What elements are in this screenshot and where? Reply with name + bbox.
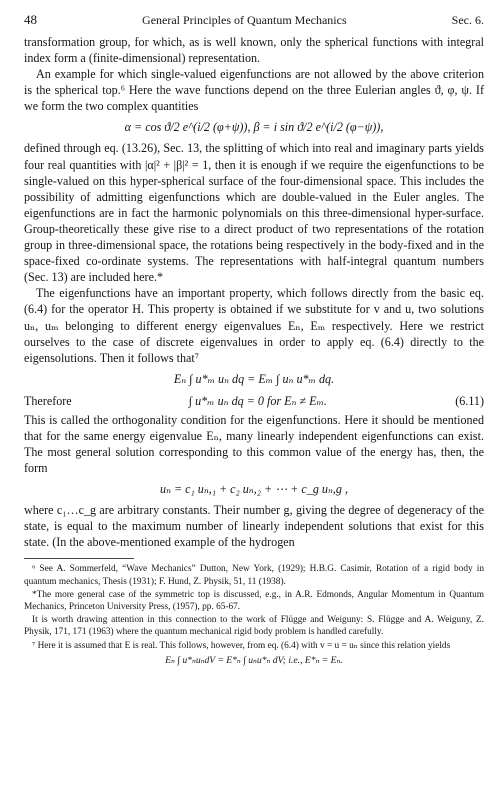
paragraph-5: This is called the orthogonality condition for the eigenfunctions. Here it should be mentioned that for the same energy eigenvalue Eₙ, many linearly independent eigenfunctions can exist. The most general solution corresponding to this common value of the energy has, then, the form [24, 412, 484, 476]
equation-orthogonality: ∫ u*ₘ uₙ dq = 0 for Eₙ ≠ Eₘ. [188, 393, 327, 408]
running-title: General Principles of Quantum Mechanics [142, 13, 347, 27]
equation-orthogonality-row [24, 392, 484, 410]
equation-energy: Eₙ ∫ u*ₘ uₙ dq = Eₘ ∫ uₙ u*ₘ dq. [173, 371, 335, 386]
footnote-7: ⁷ Here it is assumed that E is real. This follows, however, from eq. (6.4) with v = u = uₙ since this relation yields [32, 640, 451, 651]
running-header [24, 12, 484, 34]
equation-alpha-beta: α = cos ϑ/2 e^(i/2 (φ+ψ)), β = i sin ϑ/2 e^(i/2 (φ−ψ)), [124, 120, 384, 135]
page-number: 48 [24, 12, 37, 27]
paragraph-6: where c₁…c_g are arbitrary constants. Their number g, giving the degree of degeneracy of the state, is equal to the maximum number of linearly independent solutions that exist for this state. (In the above-mentioned example of the hydrogen [24, 503, 484, 550]
paragraph-3: defined through eq. (13.26), Sec. 13, the splitting of which into real and imaginary parts yields four real quantities with |α|² + |β|² = 1, then it is enough if we require the eigenfunctions to be single-valued on this hyper-spherical surface of the four-dimensional space. This includes the possibility of admitting eigenfunctions which are double-valued in the Euler angles. The eigenfunctions are in fact the harmonic polynomials on this three-dimensional hyper-surface. Group-theoretically these give rise to a direct product of two representations of the rotation group in three-dimensional space, the rotations being respectively in the body-fixed and in the space-fixed co-ordinate systems. The representations with half-integral quantum numbers (Sec. 13) are included here.* [24, 141, 484, 285]
footnote-rule [24, 558, 134, 559]
paragraph-4: The eigenfunctions have an important property, which follows directly from the basic eq. (6.4) for the operator H. This property is obtained if we substitute for v and u, two solutions uₙ, uₘ belonging to different energy eigenvalues Eₙ, Eₘ respectively. Here we restrict ourselves to the case of discrete eigenvalues in order to apply eq. (6.4) directly to the eigensolutions. Then it follows that⁷ [24, 286, 484, 365]
therefore-label: Therefore [24, 393, 72, 408]
paragraph-2: An example for which single-valued eigenfunctions are not allowed by the above criterion is the spherical top.⁶ Here the wave functions depend on the three Eulerian angles ϑ, φ, ψ. If we form the two complex quantities [24, 67, 484, 114]
paragraph-1: transformation group, for which, as is well known, only the spherical functions with integral index form a (finite-dimensional) representation. [24, 35, 484, 66]
equation-number: (6.11) [455, 393, 484, 408]
footnote-7-equation: Eₙ ∫ u*ₙuₙdV = E*ₙ ∫ uₙu*ₙ dV; i.e., E*ₙ = Eₙ. [165, 654, 343, 666]
footnote-6: ⁶ See A. Sommerfeld, “Wave Mechanics” Dutton, New York, (1929); H.B.G. Casimir, Rotation of a rigid body in quantum mechanics, Thesis (1931); F. Hund, Z. Physik, 51, 11 (1938). [24, 564, 484, 587]
footnote-note: It is worth drawing attention in this connection to the work of Flügge and Weiguny: S. Flügge and A. Weiguny, Z. Physik, 171, 171 (1963) where the quantum mechanical rigid body problem is handled carefully. [24, 615, 484, 638]
equation-general-solution: uₙ = c₁ uₙ,₁ + c₂ uₙ,₂ + ⋯ + c_g uₙ,g , [160, 482, 348, 497]
footnote-star: *The more general case of the symmetric top is discussed, e.g., in A.R. Edmonds, Angular Momentum in Quantum Mechanics, Princeton University Press, (1957), pp. 65-67. [24, 589, 484, 613]
section-label: Sec. 6. [451, 13, 484, 27]
